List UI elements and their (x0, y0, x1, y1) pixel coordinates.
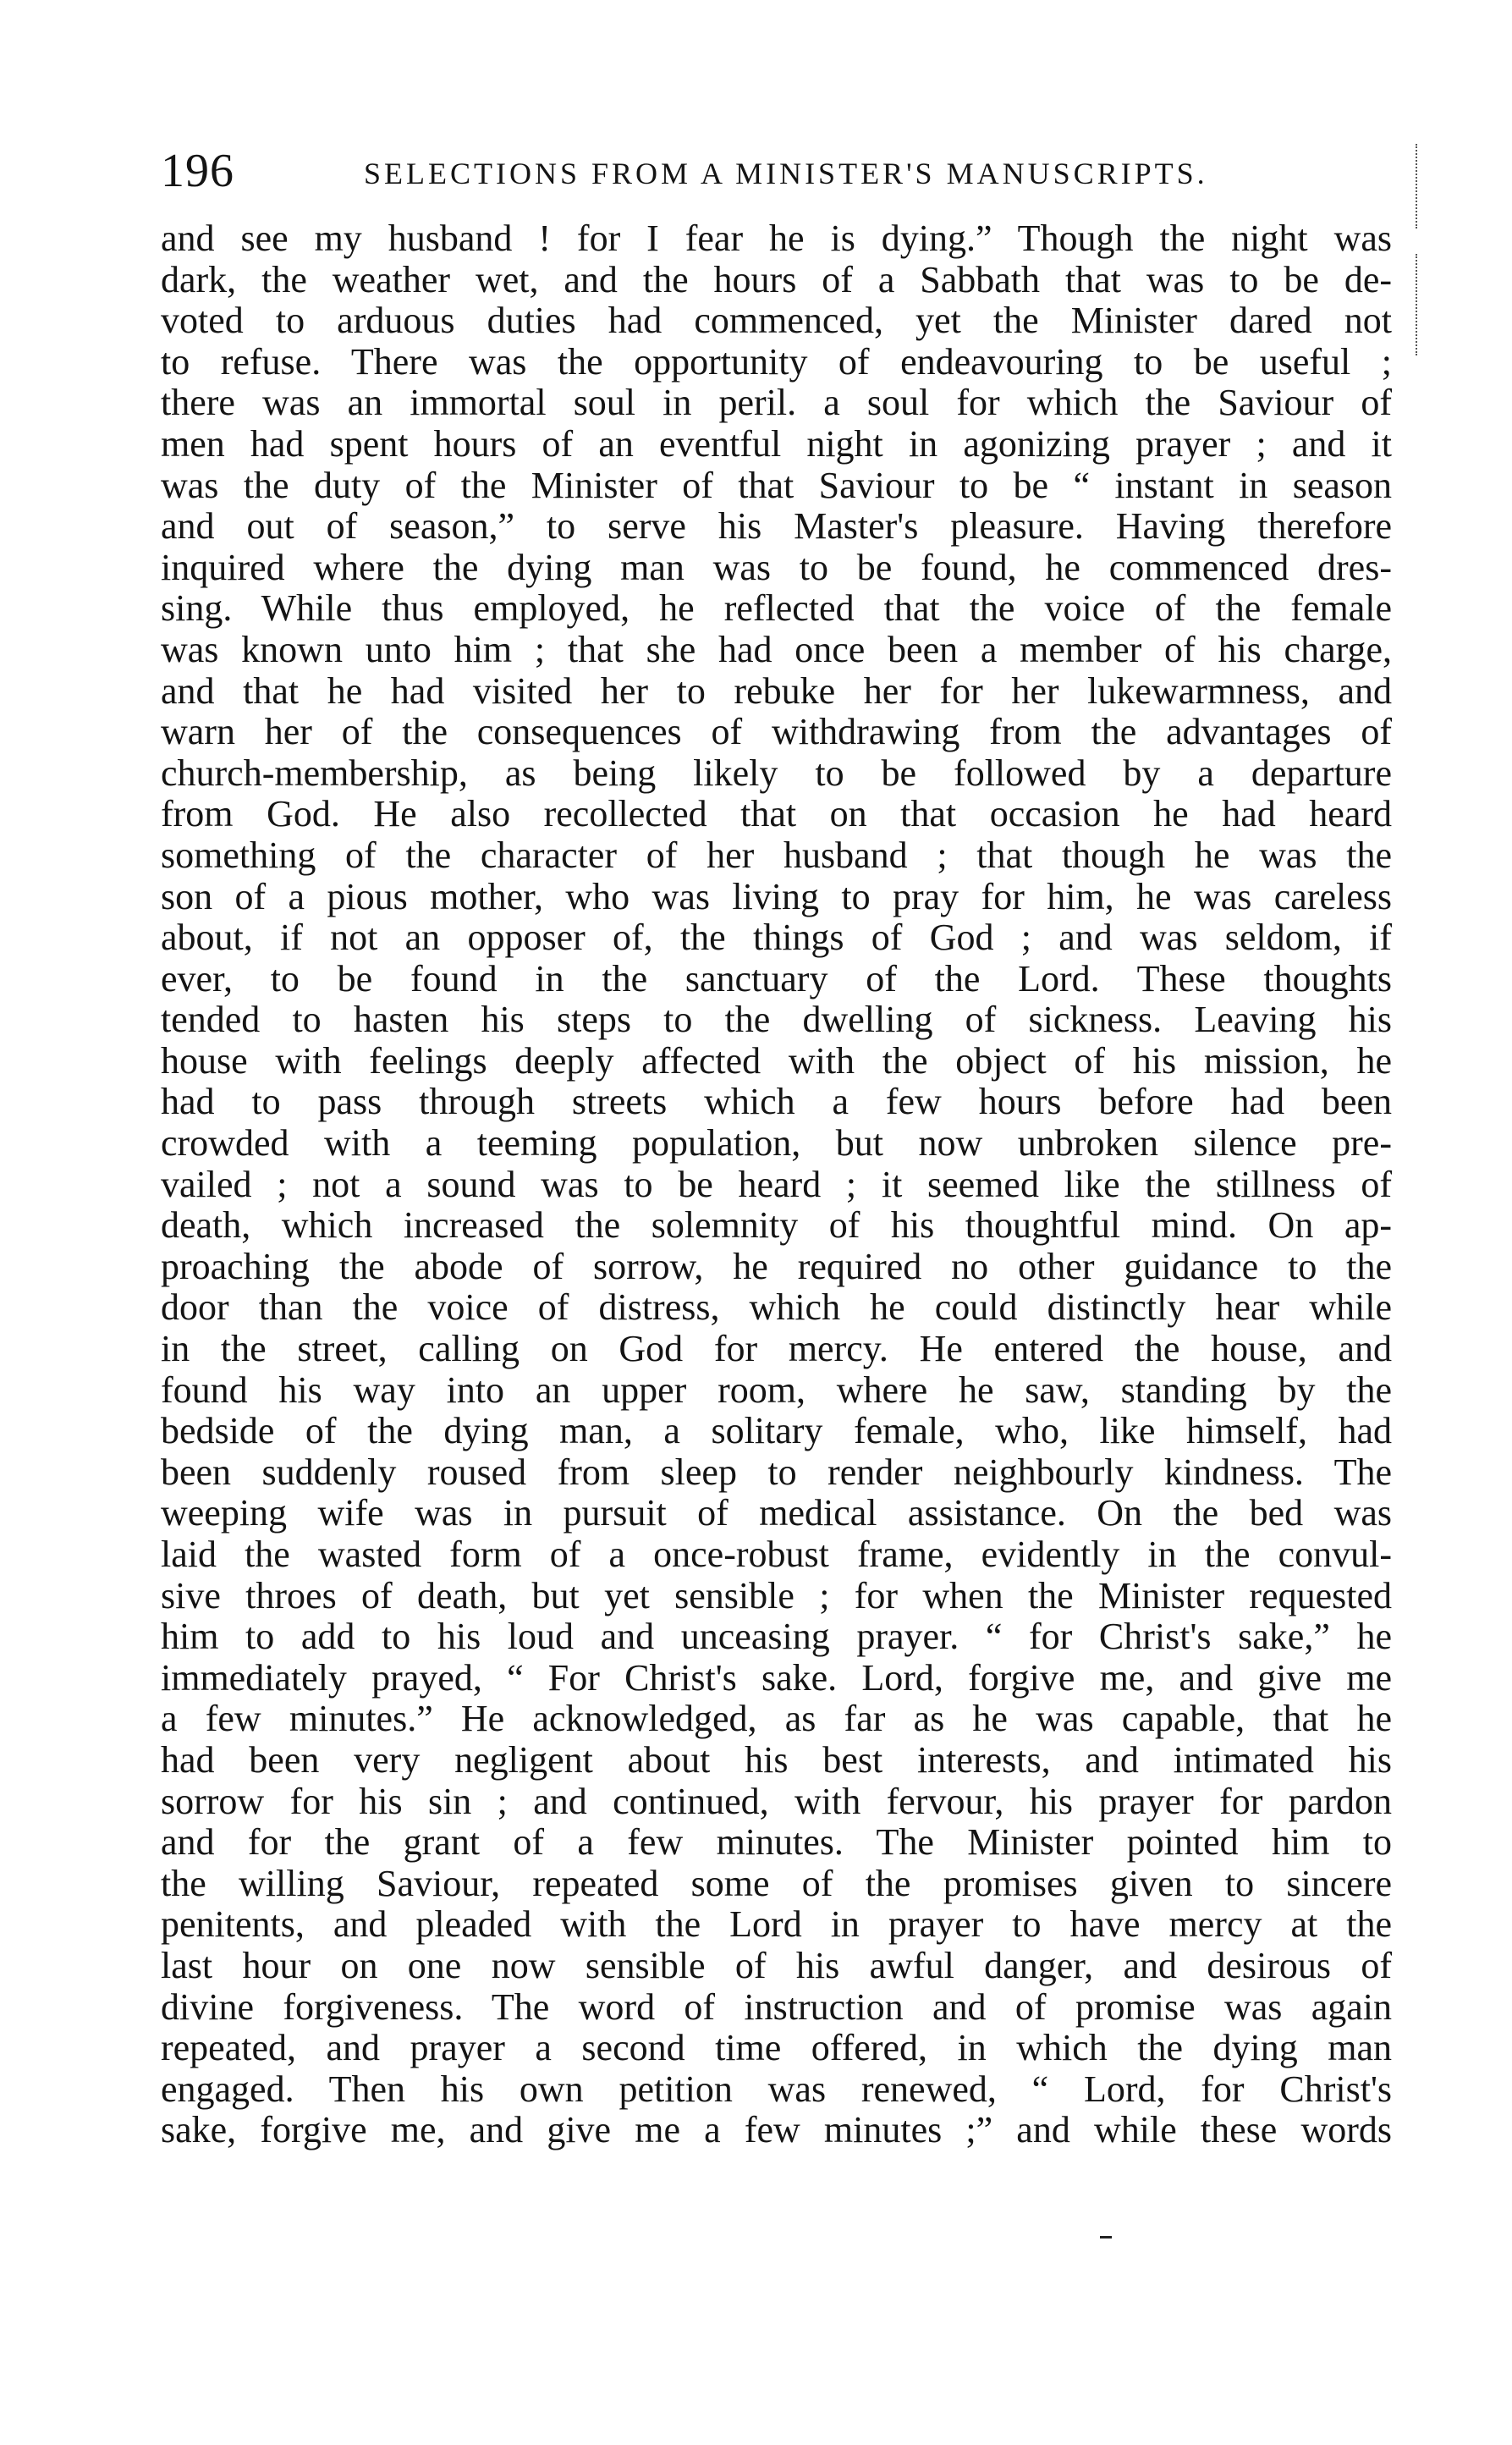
body-text (161, 218, 1396, 2151)
page-edge-mark (1416, 144, 1417, 229)
page-header (161, 146, 1371, 205)
text-line: from God. He also recollected that on that occasion he had heard (161, 793, 1392, 835)
text-line: laid the wasted form of a once-robust frame, evidently in the convul- (161, 1534, 1392, 1575)
text-line: sing. While thus employed, he reflected that the voice of the female (161, 587, 1392, 630)
footer-dash (1100, 2236, 1112, 2238)
text-line: to refuse. There was the opportunity of endeavouring to be useful ; (161, 340, 1392, 383)
text-line: penitents, and pleaded with the Lord in prayer to have mercy at the (161, 1903, 1392, 1946)
text-line: dark, the weather wet, and the hours of a Sabbath that was to be de- (161, 258, 1392, 300)
text-line: there was an immortal soul in peril. a soul for which the Saviour of (161, 382, 1392, 424)
text-line: was known unto him ; that she had once been a member of his charge, (161, 628, 1392, 670)
text-line: something of the character of her husband ; that though he was the (161, 834, 1392, 876)
text-line: was the duty of the Minister of that Saviour to be “ instant in season (161, 464, 1392, 506)
text-line: voted to arduous duties had commenced, yet the Minister dared not (161, 300, 1392, 342)
text-line: engaged. Then his own petition was renewed, “ Lord, for Christ's (161, 2068, 1392, 2110)
page-edge-mark (1416, 254, 1417, 355)
text-line: church-membership, as being likely to be followed by a departure (161, 752, 1392, 794)
text-line: and that he had visited her to rebuke her for her lukewarmness, and (161, 669, 1392, 712)
text-line: been suddenly roused from sleep to render neighbourly kindness. The (161, 1451, 1392, 1493)
text-line: and for the grant of a few minutes. The Minister pointed him to (161, 1821, 1392, 1864)
text-line: and out of season,” to serve his Master's pleasure. Having therefore (161, 505, 1392, 548)
text-line: inquired where the dying man was to be found, he commenced dres- (161, 546, 1392, 588)
running-head: SELECTIONS FROM A MINISTER'S MANUSCRIPTS. (364, 157, 1208, 190)
page-number: 196 (161, 145, 234, 197)
text-line: divine forgiveness. The word of instruction and of promise was again (161, 1985, 1392, 2028)
text-line: found his way into an upper room, where he saw, standing by the (161, 1368, 1392, 1411)
text-line: repeated, and prayer a second time offered, in which the dying man (161, 2027, 1392, 2069)
text-line: warn her of the consequences of withdrawing from the advantages of (161, 711, 1392, 753)
text-line: men had spent hours of an eventful night in agonizing prayer ; and it (161, 422, 1392, 465)
text-line: had to pass through streets which a few hours before had been (161, 1081, 1392, 1123)
text-line: house with feelings deeply affected with the object of his mission, he (161, 1039, 1392, 1082)
text-line: about, if not an opposer of, the things of God ; and was seldom, if (161, 917, 1392, 959)
text-line: weeping wife was in pursuit of medical assistance. On the bed was (161, 1492, 1392, 1534)
text-line: vailed ; not a sound was to be heard ; it seemed like the stillness of (161, 1163, 1392, 1205)
text-line: a few minutes.” He acknowledged, as far as he was capable, that he (161, 1698, 1392, 1740)
text-line: had been very negligent about his best interests, and intimated his (161, 1738, 1392, 1781)
text-line: tended to hasten his steps to the dwelling of sickness. Leaving his (161, 999, 1392, 1041)
text-line: death, which increased the solemnity of his thoughtful mind. On ap- (161, 1204, 1392, 1247)
text-line: and see my husband ! for I fear he is dying.” Though the night was (161, 218, 1392, 259)
text-line: him to add to his loud and unceasing prayer. “ for Christ's sake,” he (161, 1616, 1392, 1658)
text-line: last hour on one now sensible of his awful danger, and desirous of (161, 1944, 1392, 1986)
text-line: in the street, calling on God for mercy. He entered the house, and (161, 1328, 1392, 1370)
text-line: ever, to be found in the sanctuary of the Lord. These thoughts (161, 957, 1392, 999)
text-line: sive throes of death, but yet sensible ; for when the Minister requested (161, 1574, 1392, 1616)
text-line: crowded with a teeming population, but now unbroken silence pre- (161, 1122, 1392, 1165)
text-line: the willing Saviour, repeated some of the promises given to sincere (161, 1862, 1392, 1904)
text-line: son of a pious mother, who was living to pray for him, he was careless (161, 875, 1392, 917)
text-line: door than the voice of distress, which he could distinctly hear while (161, 1286, 1392, 1329)
text-line: sorrow for his sin ; and continued, with fervour, his prayer for pardon (161, 1780, 1392, 1822)
text-line: immediately prayed, “ For Christ's sake. Lord, forgive me, and give me (161, 1656, 1392, 1699)
text-line: proaching the abode of sorrow, he required no other guidance to the (161, 1245, 1392, 1287)
text-line: bedside of the dying man, a solitary female, who, like himself, had (161, 1410, 1392, 1452)
text-line: sake, forgive me, and give me a few minutes ;” and while these words (161, 2109, 1392, 2151)
